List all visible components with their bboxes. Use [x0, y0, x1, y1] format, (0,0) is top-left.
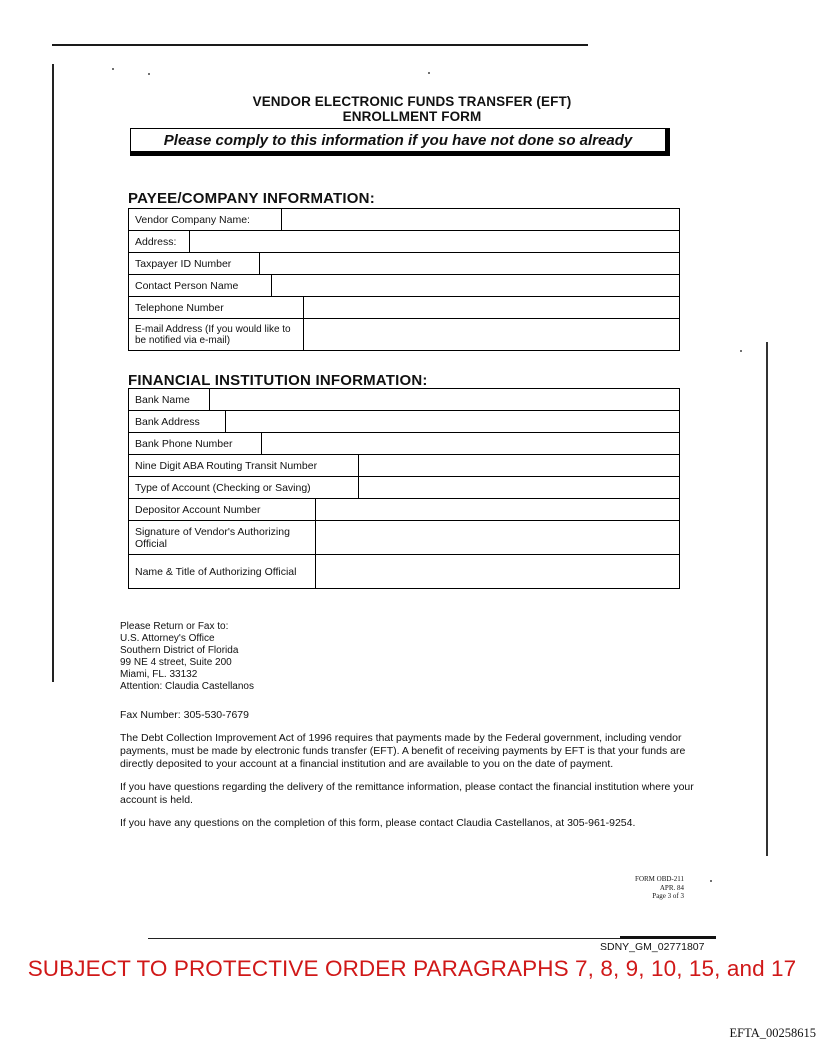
form-code-number: FORM OBD-211: [635, 875, 684, 883]
table-row: [129, 521, 680, 555]
table-row: [129, 389, 680, 411]
payee-table: [128, 208, 680, 351]
efta-id: EFTA_00258615: [729, 1026, 816, 1040]
field-label: Bank Phone Number: [129, 433, 262, 454]
table-row: [129, 477, 680, 499]
field-label: Bank Name: [129, 389, 210, 410]
scan-speck: [710, 880, 712, 882]
table-row: [129, 253, 680, 275]
form-subtitle: ENROLLMENT FORM: [342, 109, 482, 124]
contact-person-field[interactable]: [272, 275, 680, 296]
form-title: VENDOR ELECTRONIC FUNDS TRANSFER (EFT): [252, 94, 572, 109]
return-line: U.S. Attorney's Office: [120, 633, 215, 644]
protective-order-notice: SUBJECT TO PROTECTIVE ORDER PARAGRAPHS 7, 8, 9, 10, 15, and 17: [27, 956, 797, 981]
payee-section-heading: PAYEE/COMPANY INFORMATION:: [128, 190, 375, 207]
field-label: Name & Title of Authorizing Official: [129, 555, 316, 588]
aba-routing-field[interactable]: [359, 455, 680, 476]
field-label: Bank Address: [129, 411, 226, 432]
return-line: Miami, FL. 33132: [120, 669, 198, 680]
scan-speck: [148, 73, 150, 75]
table-row: [129, 319, 680, 351]
account-number-field[interactable]: [316, 499, 680, 520]
eft-paragraph: The Debt Collection Improvement Act of 1996 requires that payments made by the Federal government, including vendor payments, must be made by electronic funds transfer (EFT). A benefit of receiving payments by EFT is that your funds are directly deposited to your account at a financial institution and are available to you on the date of payment.: [120, 732, 686, 770]
bottom-rule-accent: [620, 936, 716, 939]
return-address: [120, 621, 254, 693]
table-row: [129, 209, 680, 231]
field-label: Signature of Vendor's Authorizing Official: [129, 521, 316, 554]
top-rule: [52, 44, 588, 46]
field-label: Address:: [129, 231, 190, 252]
account-type-field[interactable]: [359, 477, 680, 498]
bates-number: SDNY_GM_02771807: [600, 941, 705, 953]
vendor-company-name-field[interactable]: [282, 209, 680, 231]
table-row: [129, 433, 680, 455]
field-label: Depositor Account Number: [129, 499, 316, 520]
table-row: [129, 275, 680, 297]
table-row: [129, 555, 680, 589]
signature-field[interactable]: [316, 521, 680, 554]
financial-section-heading: FINANCIAL INSTITUTION INFORMATION:: [128, 372, 428, 389]
field-label: Vendor Company Name:: [129, 209, 282, 231]
scan-speck: [428, 72, 430, 74]
field-label: Nine Digit ABA Routing Transit Number: [129, 455, 359, 476]
table-row: [129, 499, 680, 521]
bank-name-field[interactable]: [210, 389, 680, 410]
return-line: Southern District of Florida: [120, 645, 239, 656]
table-row: [129, 455, 680, 477]
table-row: [129, 297, 680, 319]
return-line: Please Return or Fax to:: [120, 621, 229, 632]
left-margin-line: [52, 64, 54, 682]
telephone-field[interactable]: [304, 297, 680, 318]
field-label: Telephone Number: [129, 297, 304, 318]
field-label: Taxpayer ID Number: [129, 253, 260, 274]
compliance-banner: Please comply to this information if you have not done so already: [130, 128, 670, 156]
form-code-page: Page 3 of 3: [652, 892, 684, 900]
field-label: Type of Account (Checking or Saving): [129, 477, 359, 498]
address-field[interactable]: [190, 231, 680, 252]
bank-phone-field[interactable]: [262, 433, 680, 454]
scan-speck: [112, 68, 114, 70]
financial-table: [128, 388, 680, 589]
table-row: [129, 231, 680, 253]
return-line: 99 NE 4 street, Suite 200: [120, 657, 232, 668]
email-field[interactable]: [304, 319, 680, 350]
field-label: Contact Person Name: [129, 275, 272, 296]
scan-speck: [740, 350, 742, 352]
official-name-title-field[interactable]: [316, 555, 680, 588]
return-line: Attention: Claudia Castellanos: [120, 681, 254, 692]
bank-address-field[interactable]: [226, 411, 680, 432]
taxpayer-id-field[interactable]: [260, 253, 680, 274]
remittance-paragraph: If you have questions regarding the delivery of the remittance information, please contact the financial institution where your account is held.: [120, 781, 694, 806]
contact-paragraph: If you have any questions on the completion of this form, please contact Claudia Castellanos, at 305-961-9254.: [120, 817, 636, 829]
form-code: [620, 875, 684, 901]
table-row: [129, 411, 680, 433]
fax-number: Fax Number: 305-530-7679: [120, 709, 249, 721]
field-label: E-mail Address (If you would like to be notified via e-mail): [129, 319, 304, 350]
right-margin-line: [766, 342, 768, 856]
form-code-date: APR. 84: [659, 883, 684, 892]
